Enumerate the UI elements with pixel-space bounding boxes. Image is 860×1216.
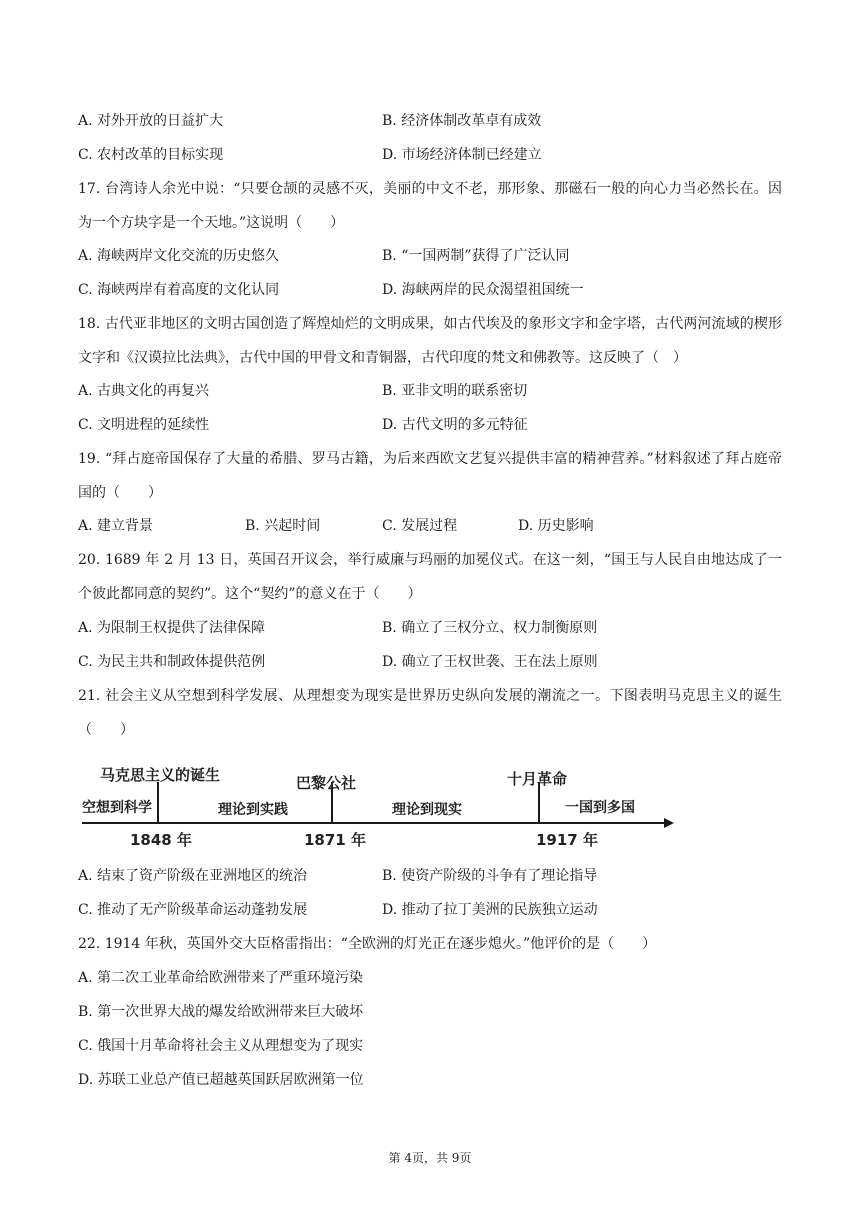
- q22-option-a: A. 第二次工业革命给欧洲带来了严重环境污染: [78, 970, 364, 986]
- q17-option-c: C. 海峡两岸有着高度的文化认同: [78, 282, 280, 298]
- q20-option-b: B. 确立了三权分立、权力制衡原则: [382, 620, 598, 636]
- q17-option-d: D. 海峡两岸的民众渴望祖国统一: [382, 282, 584, 298]
- q18-option-a: A. 古典文化的再复兴: [78, 383, 210, 399]
- q18-stem: 18. 古代亚非地区的文明古国创造了辉煌灿烂的文明成果，如古代埃及的象形文字和金字塔，古代两河流域的楔形文字和《汉谟拉比法典》，古代中国的甲骨文和青铜器，古代印度的梵文和佛教等。这反映了（ ）: [78, 316, 782, 366]
- timeline-event-october-revolution: 十月革命: [507, 770, 568, 788]
- page-footer: 第 4页，共 9页: [388, 1151, 472, 1165]
- q22-stem: 22. 1914 年秋，英国外交大臣格雷指出：“全欧洲的灯光正在逐步熄火。”他评价的是（ ）: [78, 936, 657, 952]
- q20-stem: 20. 1689 年 2 月 13 日，英国召开议会，举行威廉与玛丽的加冕仪式。在这一刻，“国王与人民自由地达成了一个彼此都同意的契约”。这个“契约”的意义在于（ ）: [78, 552, 782, 602]
- q16-option-b: B. 经济体制改革卓有成效: [382, 113, 542, 129]
- q22-option-c: C. 俄国十月革命将社会主义从理想变为了现实: [78, 1038, 364, 1054]
- q16-option-c: C. 农村改革的目标实现: [78, 147, 224, 163]
- q21-option-a: A. 结束了资产阶级在亚洲地区的统治: [78, 868, 308, 884]
- q22-option-d: D. 苏联工业总产值已超越英国跃居欧洲第一位: [78, 1072, 364, 1088]
- q17-stem: 17. 台湾诗人余光中说：“只要仓颉的灵感不灭，美丽的中文不老，那形象、那磁石一般的向心力当必然长在。因为一个方块字是一个天地。”这说明（ ）: [78, 181, 782, 231]
- q16-option-a: A. 对外开放的日益扩大: [78, 113, 224, 129]
- q21-option-c: C. 推动了无产阶级革命运动蓬勃发展: [78, 902, 308, 918]
- q21-option-b: B. 使资产阶级的斗争有了理论指导: [382, 868, 598, 884]
- q17-option-a: A. 海峡两岸文化交流的历史悠久: [78, 248, 280, 264]
- timeline-year-1848: 1848 年: [130, 831, 192, 849]
- timeline-stage-4: 一国到多国: [565, 800, 635, 816]
- q19-option-c: C. 发展过程: [382, 518, 458, 534]
- timeline-year-1871: 1871 年: [304, 831, 366, 849]
- q18-option-b: B. 亚非文明的联系密切: [382, 383, 528, 399]
- q19-option-a: A. 建立背景: [78, 518, 154, 534]
- q20-option-a: A. 为限制王权提供了法律保障: [78, 620, 266, 636]
- q19-option-d: D. 历史影响: [518, 518, 594, 534]
- q17-option-b: B. “一国两制”获得了广泛认同: [382, 248, 570, 264]
- q20-option-d: D. 确立了王权世袭、王在法上原则: [382, 654, 598, 670]
- timeline-year-1917: 1917 年: [536, 831, 598, 849]
- q18-option-d: D. 古代文明的多元特征: [382, 417, 528, 433]
- q19-option-b: B. 兴起时间: [245, 518, 321, 534]
- timeline-event-marx: 马克思主义的诞生: [100, 766, 221, 784]
- q19-stem: 19. “拜占庭帝国保存了大量的希腊、罗马古籍，为后来西欧文艺复兴提供丰富的精神营养。”材料叙述了拜占庭帝国的（ ）: [78, 451, 782, 501]
- timeline-stage-2: 理论到实践: [218, 802, 288, 818]
- q18-option-c: C. 文明进程的延续性: [78, 417, 210, 433]
- q20-option-c: C. 为民主共和制政体提供范例: [78, 654, 266, 670]
- timeline-event-paris-commune: 巴黎公社: [296, 774, 357, 792]
- q22-option-b: B. 第一次世界大战的爆发给欧洲带来巨大破坏: [78, 1004, 364, 1020]
- timeline-stage-3: 理论到现实: [392, 802, 462, 818]
- q16-option-d: D. 市场经济体制已经建立: [382, 147, 542, 163]
- q21-option-d: D. 推动了拉丁美洲的民族独立运动: [382, 902, 598, 918]
- timeline-figure: [78, 752, 678, 862]
- q21-stem: 21. 社会主义从空想到科学发展、从理想变为现实是世界历史纵向发展的潮流之一。下图表明马克思主义的诞生（ ）: [78, 688, 782, 738]
- timeline-stage-1: 空想到科学: [82, 800, 152, 816]
